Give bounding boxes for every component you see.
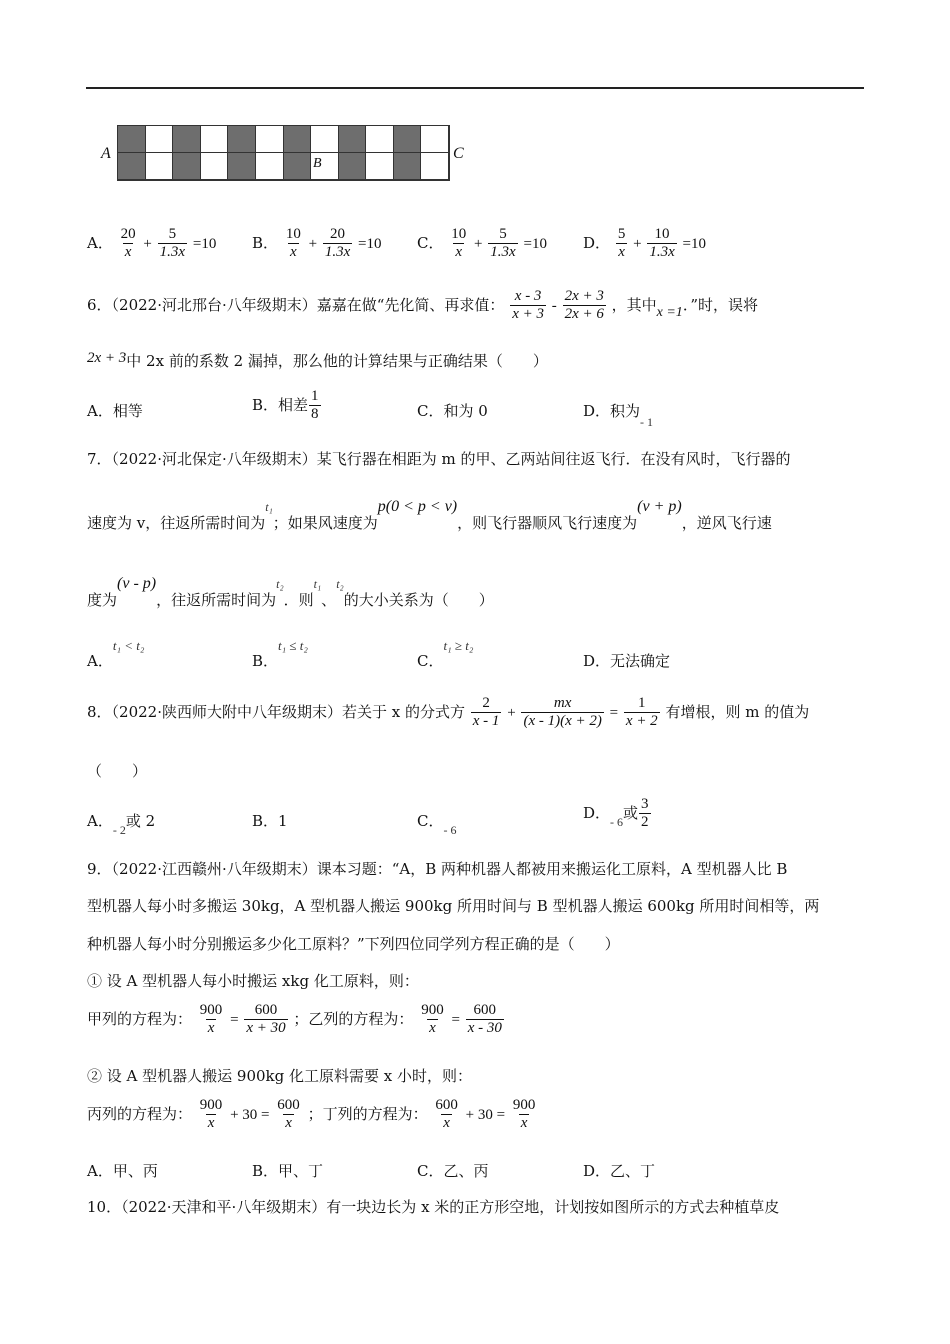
q9-option-d: D．乙、丁	[583, 1162, 656, 1180]
q7-line1: 7．（2022·河北保定·八年级期末）某飞行器在相距为 m 的甲、乙两站间往返飞行．在没有风时，飞行器的	[87, 450, 791, 468]
q9-line1: 9．（2022·江西赣州·八年级期末）课本习题：“A，B 两种机器人都被用来搬运化工原料，A 型机器人比 B	[87, 860, 788, 878]
q9-line2: 型机器人每小时多搬运 30kg，A 型机器人搬运 900kg 所用时间与 B 型机器人搬运 600kg 所用时间相等，两	[87, 897, 820, 915]
fraction: $\frac{600}{x - 30}$	[467, 1002, 502, 1037]
fraction: $\frac{mx}{(x - 1)(x + 2)}$	[523, 695, 602, 730]
fraction: $\frac{900}{x}$	[421, 1002, 444, 1037]
q9-jia-yi: 甲列的方程为： $\frac{900}{x}$ = $\frac{600}{x + 30}$ ；乙列的方程为： $\frac{900}{x}$ = $\frac{600}{x - 30}$	[87, 1002, 502, 1037]
fraction: $\frac{1}{x + 2}$	[625, 695, 658, 730]
q8-option-c: C．$_{- 6}$	[417, 812, 457, 837]
q8-option-b: B．1	[252, 812, 288, 830]
header-rule	[86, 87, 864, 89]
strip-grid	[117, 125, 450, 181]
q6-option-d: D．积为$_{- 1}$	[583, 402, 654, 429]
fraction: $\frac{10}{1.3x}$	[649, 226, 675, 261]
q5-option-a: A． $\frac{20}{x}$ + $\frac{5}{1.3x}$ =10	[87, 226, 217, 261]
fraction: $\frac{600}{x}$	[277, 1097, 300, 1132]
q5-option-b: B． $\frac{10}{x}$ + $\frac{20}{1.3x}$ =10	[252, 226, 382, 261]
q9-option-c: C．乙、丙	[417, 1162, 489, 1180]
q7-line3: 度为(v - p)，往返所需时间为t₂．则t₁、t₂的大小关系为（ ）	[87, 575, 494, 609]
q7-option-b: B．t₁ ≤ t₂	[252, 638, 308, 670]
q9-option-a: A．甲、丙	[87, 1162, 158, 1180]
label-a: A	[101, 145, 111, 162]
fraction: $\frac{900}{x}$	[199, 1097, 223, 1132]
fraction: $\frac{20}{1.3x}$	[324, 226, 351, 261]
fraction: $\frac{900}{x}$	[199, 1002, 223, 1037]
label-c: C	[453, 145, 464, 162]
q9-setup2: ② 设 A 型机器人搬运 900kg 化工原料需要 x 小时，则：	[87, 1067, 472, 1085]
q6-option-a: A．相等	[87, 402, 143, 420]
q9-setup1: ① 设 A 型机器人每小时搬运 xkg 化工原料，则：	[87, 972, 419, 990]
q7-option-d: D．无法确定	[583, 652, 671, 670]
q8-option-d: D．$_{- 6}$或 $\frac{3}{2}$	[583, 796, 649, 831]
q10-line1: 10．（2022·天津和平·八年级期末）有一块边长为 x 米的正方形空地，计划按如图所示的方式去种植草皮	[87, 1198, 780, 1216]
q9-option-b: B．甲、丁	[252, 1162, 324, 1180]
q5-option-d: D． $\frac{5}{x}$ + $\frac{10}{1.3x}$ =10	[583, 226, 707, 261]
q8-option-a: A．$_{- 2}$或 2	[87, 812, 156, 837]
fraction: $\frac{900}{x}$	[512, 1097, 536, 1132]
fraction: $\frac{10}{x}$	[285, 226, 301, 261]
fraction: $\frac{20}{x}$	[120, 226, 136, 261]
fraction: $\frac{5}{x}$	[617, 226, 626, 261]
q8-stem: 8．（2022·陕西师大附中八年级期末）若关于 x 的分式方 $\frac{2}{x - 1}$ + $\frac{mx}{(x - 1)(x + 2)}$ = $\frac{1}{x + 2}$ 有增根，则 m 的值为	[87, 695, 810, 730]
q6-stem-line2: 2x + 3中 2x 前的系数 2 漏掉，那么他的计算结果与正确结果（ ）	[87, 350, 548, 370]
q7-option-a: A．t₁ < t₂	[87, 638, 145, 670]
fraction: $\frac{2x + 3}{2x + 6}$	[564, 288, 604, 323]
q6-option-c: C．和为 0	[417, 402, 488, 420]
q9-line3: 种机器人每小时分别搬运多少化工原料？”下列四位同学列方程正确的是（ ）	[87, 935, 620, 953]
q8-answer-paren: （ ）	[87, 762, 148, 780]
q7-line2: 速度为 v，往返所需时间为t₁；如果风速度为p(0 < p < v)，则飞行器顺风飞行速度为(v + p)，逆风飞行速	[87, 498, 772, 532]
fraction: $\frac{3}{2}$	[641, 796, 649, 831]
q5-option-c: C． $\frac{10}{x}$ + $\frac{5}{1.3x}$ =10	[417, 226, 547, 261]
fraction: $\frac{5}{1.3x}$	[490, 226, 516, 261]
fraction: $\frac{10}{x}$	[451, 226, 467, 261]
fraction: $\frac{1}{8}$	[311, 388, 319, 423]
label-b: B	[313, 156, 322, 171]
fraction: $\frac{x - 3}{x + 3}$	[512, 288, 544, 323]
q9-bing-ding: 丙列的方程为： $\frac{900}{x}$ + 30 = $\frac{600}{x}$ ；丁列的方程为： $\frac{600}{x}$ + 30 = $\frac{900}{x}$	[87, 1097, 536, 1132]
fraction: $\frac{600}{x + 30}$	[246, 1002, 286, 1037]
fraction: $\frac{5}{1.3x}$	[159, 226, 186, 261]
q6-option-b: B．相差 $\frac{1}{8}$	[252, 388, 319, 423]
fraction: $\frac{600}{x}$	[435, 1097, 458, 1132]
q7-option-c: C．t₁ ≥ t₂	[417, 638, 474, 670]
fraction: $\frac{2}{x - 1}$	[472, 695, 500, 730]
q6-stem-line1: 6．（2022·河北邢台·八年级期末）嘉嘉在做“先化简、再求值： $\frac{x - 3}{x + 3}$ - $\frac{2x + 3}{2x + 6}$ ，其中x =1．”时，误将	[87, 288, 758, 323]
